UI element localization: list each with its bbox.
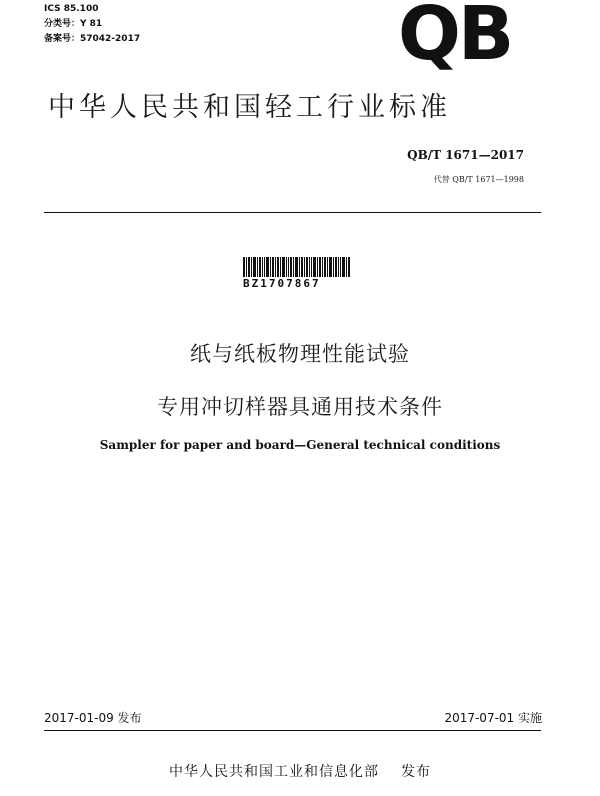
standard-number: QB/T 1671—2017 [407, 148, 524, 162]
issuer-line [0, 761, 600, 781]
main-title: 中华人民共和国轻工行业标准 [48, 92, 451, 123]
document-title-cn-line1: 纸与纸板物理性能试验 [190, 342, 410, 366]
filing-number: 备案号：57042-2017 [44, 34, 141, 44]
header-divider [44, 212, 541, 213]
footer-divider [44, 730, 541, 731]
effective-date: 2017-07-01 实施 [444, 711, 542, 725]
replaces-standard: 代替 QB/T 1671—1998 [433, 175, 524, 184]
document-title-en: Sampler for paper and board—General technical conditions [99, 438, 501, 452]
qb-logo: QB [398, 0, 512, 77]
document-title-cn-line2: 专用冲切样器具通用技术条件 [157, 395, 443, 419]
barcode-number: BZ1707867 [243, 277, 321, 290]
issuer-action: 发布 [401, 764, 431, 780]
ics-code: ICS 85.100 [44, 4, 99, 14]
classification-number: 分类号：Y 81 [44, 19, 103, 29]
barcode-icon [243, 257, 351, 277]
issuer-name: 中华人民共和国工业和信息化部 [169, 764, 379, 780]
issue-date: 2017-01-09 发布 [44, 711, 142, 725]
